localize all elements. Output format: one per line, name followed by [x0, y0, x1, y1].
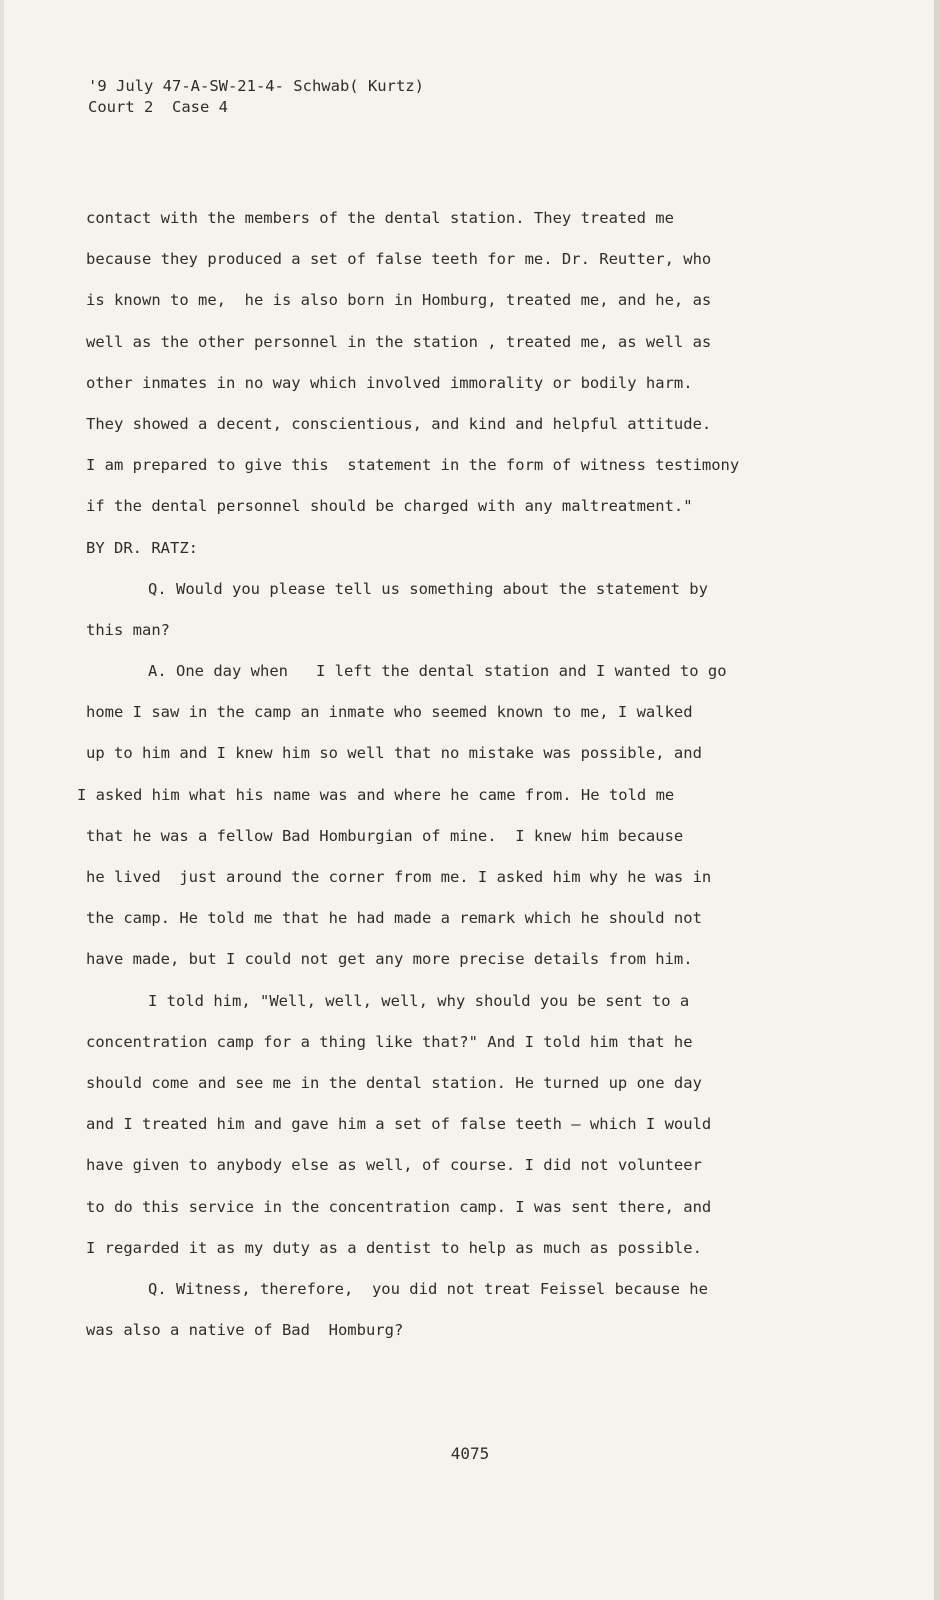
body-line: and I treated him and gave him a set of false teeth — which I would: [86, 1115, 712, 1134]
question-line: Q. Witness, therefore, you did not treat Feissel because he: [148, 1279, 708, 1298]
body-line: he lived just around the corner from me. I asked him why he was in: [86, 868, 712, 886]
paragraph-start-line: I told him, "Well, well, well, why should you be sent to a: [148, 991, 690, 1010]
header-line-court-case: Court 2 Case 4: [88, 98, 228, 116]
body-line: I regarded it as my duty as a dentist to help as much as possible.: [86, 1238, 702, 1257]
body-line: the camp. He told me that he had made a remark which he should not: [86, 909, 702, 928]
body-line: have given to anybody else as well, of course. I did not volunteer: [86, 1156, 702, 1175]
body-line: if the dental personnel should be charged with any maltreatment.": [86, 497, 693, 516]
body-line: I am prepared to give this statement in the form of witness testimony: [86, 456, 740, 475]
body-line: because they produced a set of false teeth for me. Dr. Reutter, who: [86, 250, 712, 269]
body-line: have made, but I could not get any more precise details from him.: [86, 950, 693, 969]
speaker-label: BY DR. RATZ:: [86, 538, 198, 557]
body-line: was also a native of Bad Homburg?: [86, 1321, 404, 1340]
document-body: [77, 198, 816, 1351]
answer-line: A. One day when I left the dental station and I wanted to go: [148, 662, 727, 681]
body-line: other inmates in no way which involved immorality or bodily harm.: [86, 373, 693, 392]
page-edge-right: [934, 0, 940, 1600]
body-line: to do this service in the concentration camp. I was sent there, and: [86, 1197, 712, 1216]
body-line: should come and see me in the dental station. He turned up one day: [86, 1073, 702, 1092]
document-header: [88, 76, 424, 118]
body-line: is known to me, he is also born in Homburg, treated me, and he, as: [86, 291, 712, 310]
body-line: home I saw in the camp an inmate who seemed known to me, I walked: [86, 703, 693, 722]
header-line-date-reference: '9 July 47-A-SW-21-4- Schwab( Kurtz): [88, 77, 424, 95]
body-line: contact with the members of the dental station. They treated me: [86, 209, 674, 227]
page-edge-left: [0, 0, 4, 1600]
question-line: Q. Would you please tell us something about the statement by: [148, 579, 708, 598]
body-line: well as the other personnel in the station , treated me, as well as: [86, 332, 712, 351]
body-line: concentration camp for a thing like that?" And I told him that he: [86, 1032, 693, 1051]
body-line: I asked him what his name was and where he came from. He told me: [77, 785, 675, 804]
body-line: up to him and I knew him so well that no mistake was possible, and: [86, 744, 702, 763]
page-number: 4075: [450, 1444, 490, 1463]
body-line: that he was a fellow Bad Homburgian of mine. I knew him because: [86, 826, 684, 845]
body-line: this man?: [86, 620, 170, 639]
body-line: They showed a decent, conscientious, and kind and helpful attitude.: [86, 414, 712, 433]
